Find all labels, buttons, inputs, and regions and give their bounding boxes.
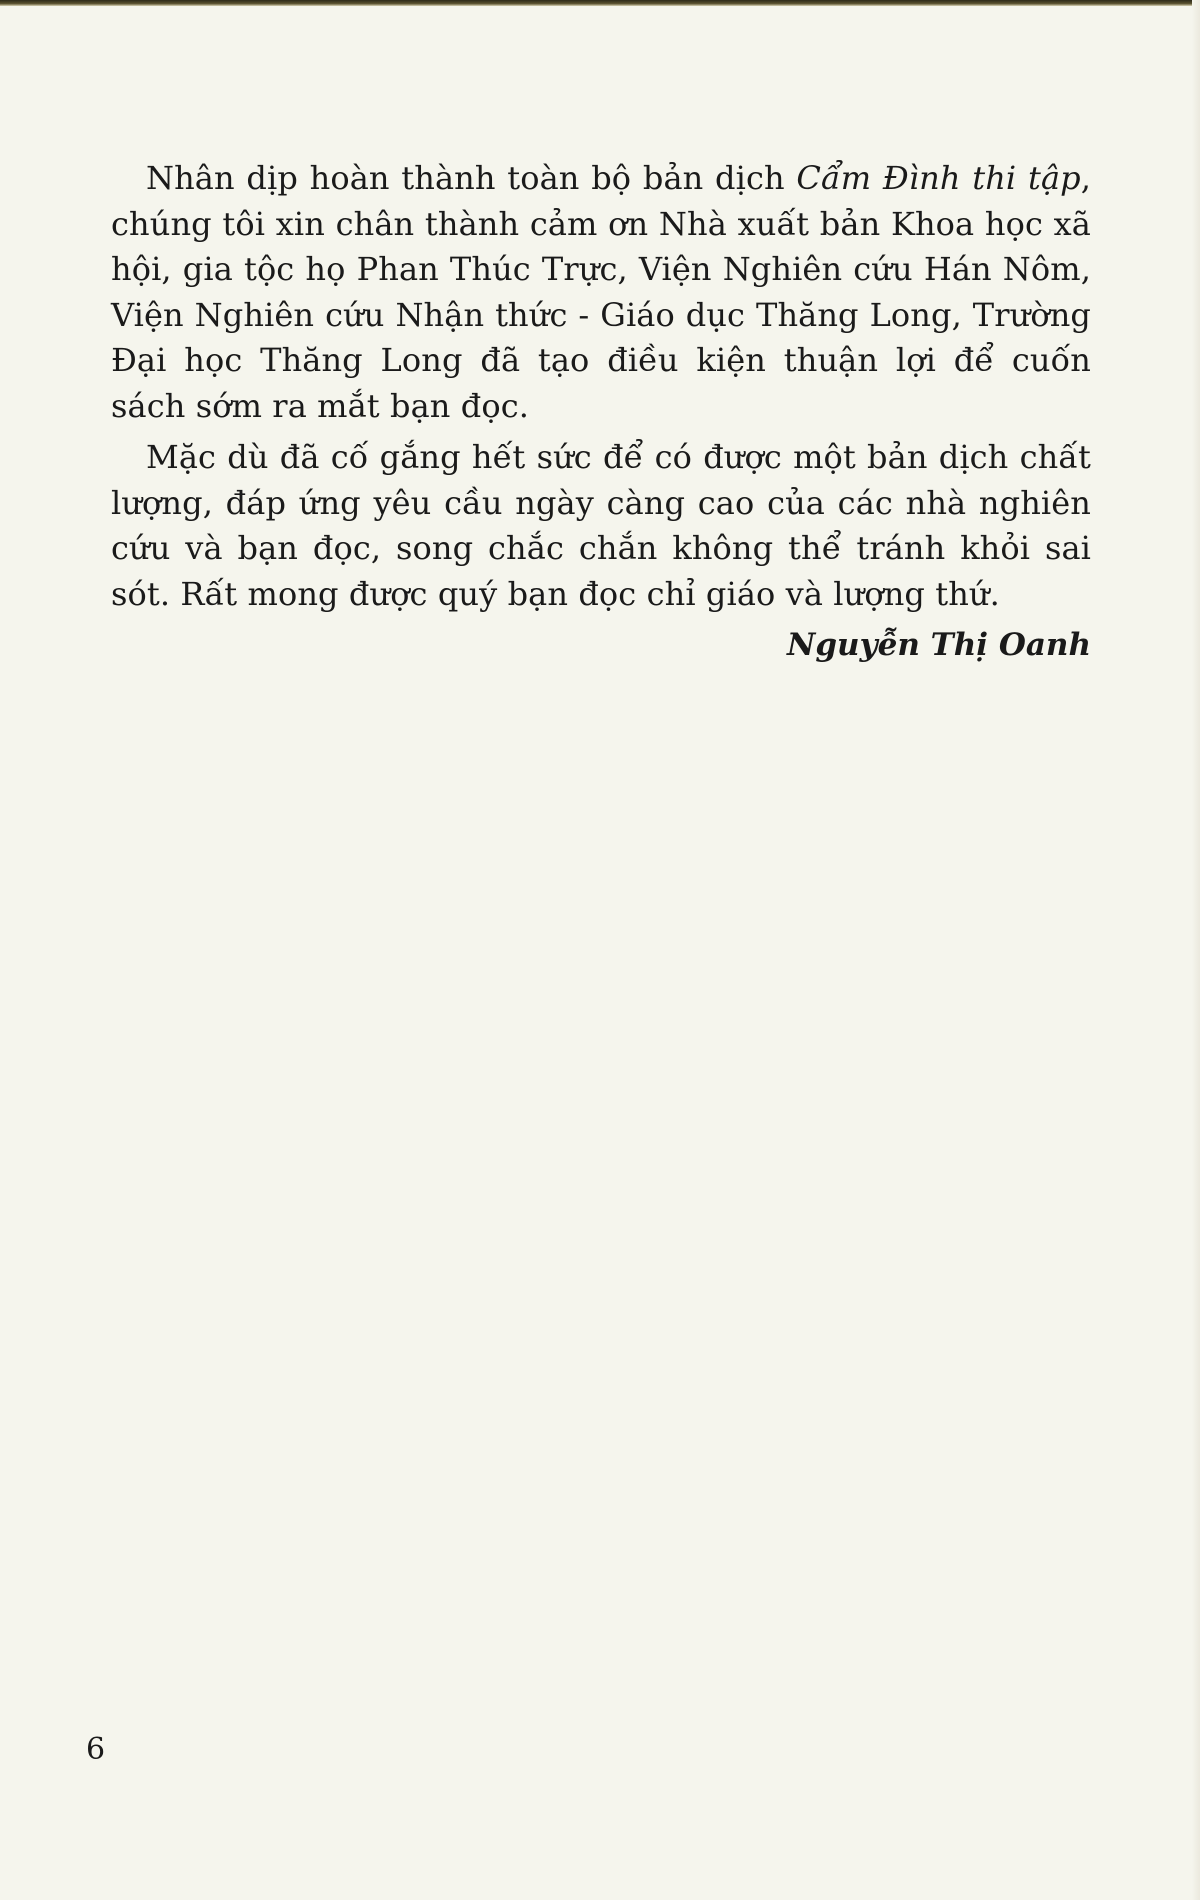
page-body [111, 156, 1091, 668]
paragraph-acknowledgement [111, 156, 1091, 429]
paragraph-acknowledgement-lead: Nhân dịp hoàn thành toàn bộ bản dịch [146, 159, 797, 197]
paragraph-acknowledgement-rest: , chúng tôi xin chân thành cảm ơn Nhà xuất bản Khoa học xã hội, gia tộc họ Phan Thúc Trực, Viện Nghiên cứu Hán Nôm, Viện Nghiên cứu Nhận thức - Giáo dục Thăng Long, Trường Đại học Thăng Long đã tạo điều kiện thuận lợi để cuốn sách sớm ra mắt bạn đọc. [111, 159, 1091, 425]
book-title: Cẩm Đình thi tập [796, 159, 1081, 197]
page-right-edge [1192, 0, 1200, 1900]
author-signature: Nguyễn Thị Oanh [787, 627, 1091, 663]
page-top-edge [0, 0, 1200, 6]
page-number: 6 [86, 1732, 106, 1767]
paragraph-apology: Mặc dù đã cố gắng hết sức để có được một bản dịch chất lượng, đáp ứng yêu cầu ngày càng cao của các nhà nghiên cứu và bạn đọc, song chắc chắn không thể tránh khỏi sai sót. Rất mong được quý bạn đọc chỉ giáo và lượng thứ. [111, 438, 1091, 613]
